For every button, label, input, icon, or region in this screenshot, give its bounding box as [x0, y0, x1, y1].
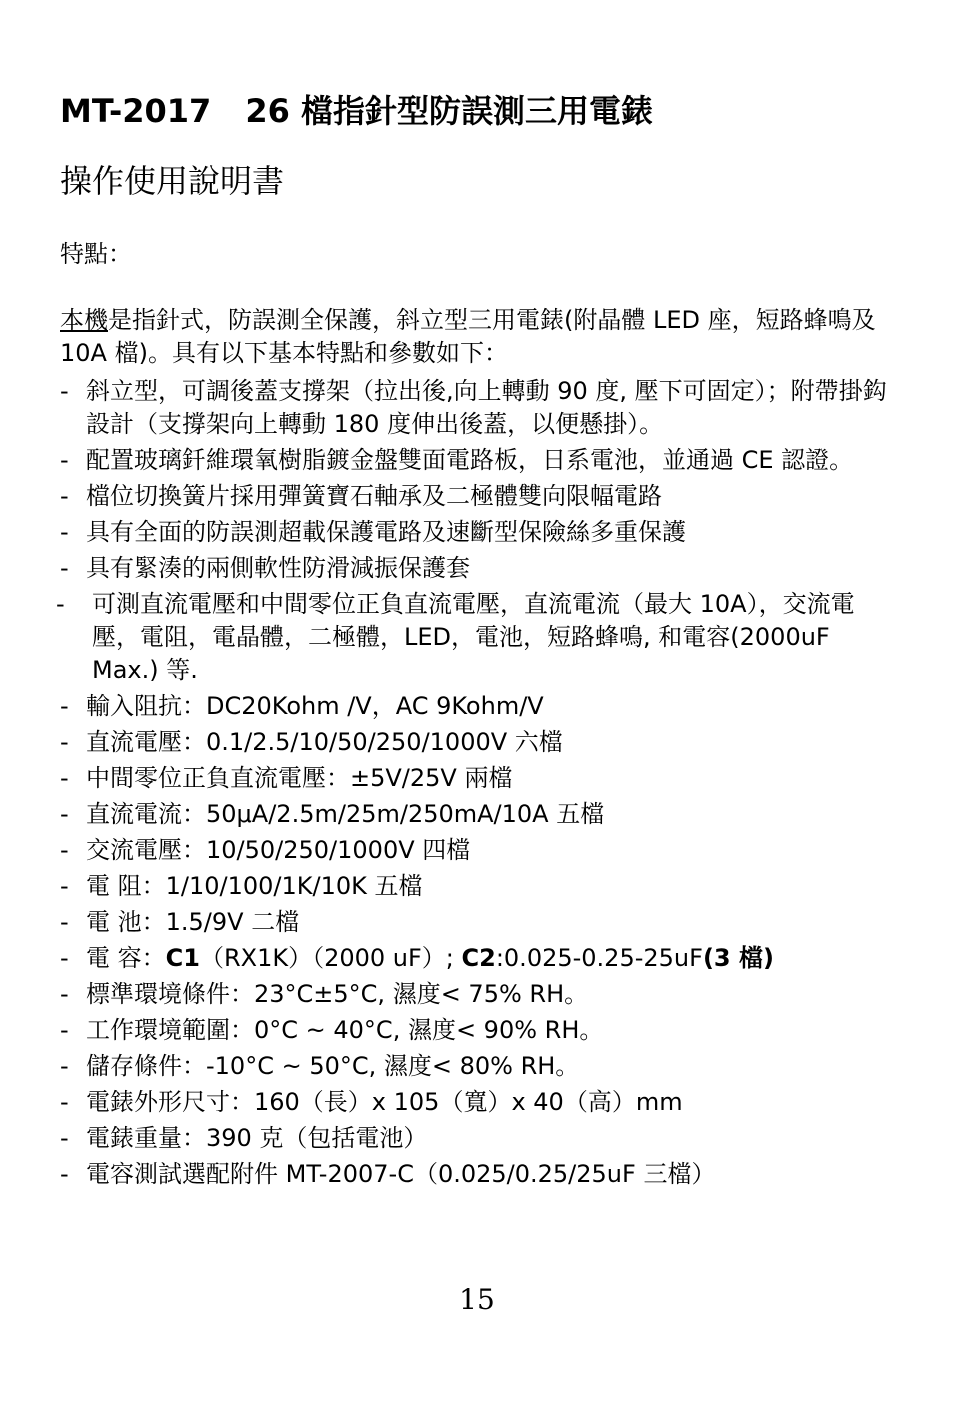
intro-lead: 本機: [60, 306, 108, 334]
model-number: MT-2017: [60, 92, 212, 130]
features-heading: 特點：: [60, 240, 132, 268]
page-number: 15: [459, 1283, 495, 1316]
list-item: - 具有緊湊的兩側軟性防滑減振保護套: [60, 554, 470, 582]
page-subtitle: 操作使用說明書: [60, 162, 285, 200]
list-item: - 交流電壓：10/50/250/1000V 四檔: [60, 836, 471, 864]
list-item: - 電 池：1.5/9V 二檔: [60, 908, 300, 936]
intro-paragraph: [60, 304, 900, 370]
list-item: - 電錶外形尺寸：160（長）x 105（寬）x 40（高）mm: [60, 1088, 683, 1116]
list-item: - 可測直流電壓和中間零位正負直流電壓，直流電流（最大 10A），交流電壓，電阻，電晶體，二極體，LED，電池，短路蜂鳴, 和電容(2000uF Max.) 等.: [56, 590, 855, 684]
list-item: - 工作環境範圍：0°C ~ 40°C, 濕度< 90% RH。: [60, 1016, 604, 1044]
list-item: - 電錶重量：390 克（包括電池）: [60, 1124, 428, 1152]
feature-list: [56, 375, 900, 1194]
list-item: - 電 阻：1/10/100/1K/10K 五檔: [60, 872, 423, 900]
list-item: - 具有全面的防誤測超載保護電路及速斷型保險絲多重保護: [60, 518, 686, 546]
page-title: [60, 86, 653, 132]
list-item: - 斜立型，可調後蓋支撐架（拉出後,向上轉動 90 度, 壓下可固定）；附帶掛鈎設計（支撐架向上轉動 180 度伸出後蓋，以便懸掛）。: [60, 377, 887, 438]
list-item: - 電 容：C1（RX1K）（2000 uF）; C2:0.025-0.25-25uF(3 檔): [60, 944, 774, 972]
product-name: 26 檔指針型防誤測三用電錶: [245, 92, 653, 130]
list-item: - 儲存條件：-10°C ~ 50°C, 濕度< 80% RH。: [60, 1052, 580, 1080]
list-item: - 配置玻璃釺維環氧樹脂鍍金盤雙面電路板，日系電池，並通過 CE 認證。: [60, 446, 854, 474]
list-item: - 檔位切換簧片採用彈簧寶石軸承及二極體雙向限幅電路: [60, 482, 662, 510]
intro-text: 是指針式，防誤測全保護，斜立型三用電錶(附晶體 LED 座，短路蜂鳴及 10A 檔)。具有以下基本特點和參數如下：: [60, 306, 876, 367]
list-item: - 電容測試選配附件 MT-2007-C（0.025/0.25/25uF 三檔）: [60, 1160, 716, 1188]
list-item: - 標準環境條件：23°C±5°C, 濕度< 75% RH。: [60, 980, 589, 1008]
list-item: - 中間零位正負直流電壓：±5V/25V 兩檔: [60, 764, 513, 792]
list-item: - 輸入阻抗：DC20Kohm /V，AC 9Kohm/V: [60, 692, 544, 720]
list-item: - 直流電壓：0.1/2.5/10/50/250/1000V 六檔: [60, 728, 563, 756]
list-item: - 直流電流：50μA/2.5m/25m/250mA/10A 五檔: [60, 800, 605, 828]
